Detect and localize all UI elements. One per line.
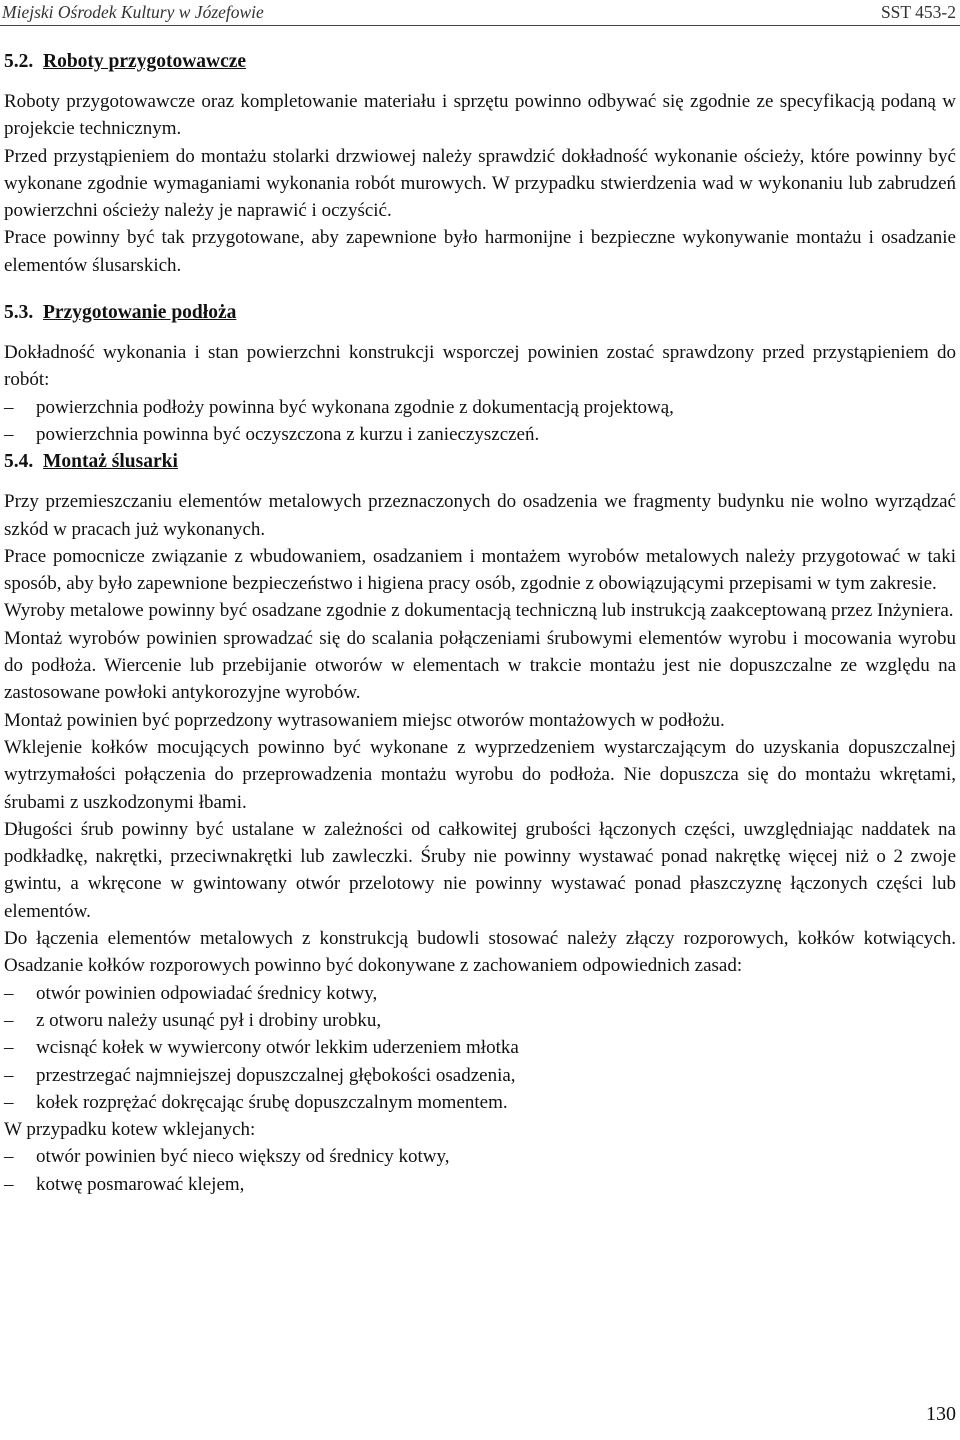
dash-bullet: – bbox=[4, 396, 14, 418]
section-heading-5-4 bbox=[4, 448, 956, 476]
paragraph: Wyroby metalowe powinny być osadzane zgodnie z dokumentacją techniczną lub instrukcją zaakceptowaną przez Inżyniera. bbox=[4, 600, 954, 622]
paragraph: Montaż wyrobów powinien sprowadzać się do scalania połączeniami śrubowymi elementów wyrobu i mocowania wyrobu do podłoża. Wiercenie lub przebijanie otworów w elementach w trakcie montażu jest nie dopuszczalne ze względu na zastosowane powłoki antykorozyjne wyrobów. bbox=[4, 627, 956, 704]
list-item: – z otworu należy usunąć pył i drobiny urobku, bbox=[4, 1007, 956, 1034]
section-number: 5.4. bbox=[4, 451, 34, 473]
list-item: – otwór powinien odpowiadać średnicy kotwy, bbox=[4, 980, 956, 1007]
document-body bbox=[4, 48, 956, 1198]
dash-bullet: – bbox=[4, 423, 14, 445]
paragraph: Przed przystąpieniem do montażu stolarki drzwiowej należy sprawdzić dokładność wykonanie ościeży, które powinny być wykonane zgodnie wymaganiami wykonania robót murowych. W przypadku stwierdzenia wad w wykonaniu lub zabrudzeń powierzchni ościeży należy je naprawić i oczyścić. bbox=[4, 145, 956, 222]
section-title: Przygotowanie podłoża bbox=[43, 302, 237, 324]
list-item: – wcisnąć kołek w wywiercony otwór lekkim uderzeniem młotka bbox=[4, 1034, 956, 1061]
list-item: – powierzchnia podłoży powinna być wykonana zgodnie z dokumentacją projektową, bbox=[4, 394, 956, 421]
bullet-list bbox=[4, 1143, 956, 1198]
running-header bbox=[0, 0, 960, 26]
header-organization: Miejski Ośrodek Kultury w Józefowie bbox=[2, 2, 264, 22]
paragraph: Do łączenia elementów metalowych z konstrukcją budowli stosować należy złączy rozporowych, kołków kotwiących. Osadzanie kołków rozporowych powinno być dokonywane z zachowaniem odpowiednich zasad: bbox=[4, 928, 956, 977]
page-number: 130 bbox=[926, 1403, 956, 1425]
dash-bullet: – bbox=[4, 1064, 14, 1086]
paragraph: W przypadku kotew wklejanych: bbox=[4, 1119, 256, 1141]
list-item: – otwór powinien być nieco większy od średnicy kotwy, bbox=[4, 1143, 956, 1170]
paragraph: Długości śrub powinny być ustalane w zależności od całkowitej grubości łączonych części, uwzględniając naddatek na podkładkę, nakrętki, przeciwnakrętki lub zawleczki. Śruby nie powinny wystawać ponad nakrętkę więcej niż o 2 zwoje gwintu, a wkręcone w gwintowany otwór przelotowy nie powinny wystawać ponad płaszczyznę łączonych części lub elementów. bbox=[4, 818, 956, 922]
section-number: 5.2. bbox=[4, 51, 34, 72]
bullet-list bbox=[4, 394, 956, 449]
header-spec-code: SST 453-2 bbox=[880, 2, 956, 22]
list-item: – kotwę posmarować klejem, bbox=[4, 1171, 956, 1198]
list-item: – kołek rozprężać dokręcając śrubę dopuszczalnym momentem. bbox=[4, 1089, 956, 1116]
dash-bullet: – bbox=[4, 1009, 14, 1031]
section-heading-5-2 bbox=[4, 48, 956, 76]
bullet-list bbox=[4, 980, 956, 1116]
paragraph: Prace pomocnicze związanie z wbudowaniem, osadzaniem i montażem wyrobów metalowych należy przygotować w taki sposób, aby było zapewnione bezpieczeństwo i higiena pracy osób, zgodnie z obowiązującymi przepisami w tym zakresie. bbox=[4, 545, 956, 595]
section-title: Montaż ślusarki bbox=[43, 451, 178, 473]
dash-bullet: – bbox=[4, 1173, 14, 1195]
paragraph: Dokładność wykonania i stan powierzchni konstrukcji wsporczej powinien zostać sprawdzony przed przystąpieniem do robót: bbox=[4, 342, 956, 391]
section-title: Roboty przygotowawcze bbox=[43, 51, 247, 72]
section-number: 5.3. bbox=[4, 302, 34, 324]
paragraph: Prace powinny być tak przygotowane, aby zapewnione było harmonijne i bezpieczne wykonywanie montażu i osadzanie elementów ślusarskich. bbox=[4, 227, 956, 276]
dash-bullet: – bbox=[4, 1146, 14, 1168]
list-item: – powierzchnia powinna być oczyszczona z kurzu i zanieczyszczeń. bbox=[4, 421, 956, 448]
dash-bullet: – bbox=[4, 982, 14, 1004]
section-heading-5-3 bbox=[4, 299, 956, 327]
paragraph: Wklejenie kołków mocujących powinno być wykonane z wyprzedzeniem wystarczającym do uzyskania dopuszczalnej wytrzymałości połączenia do przeprowadzenia montażu wyrobu do podłoża. Nie dopuszcza się do montażu wkrętami, śrubami z uszkodzonymi łbami. bbox=[4, 736, 956, 813]
paragraph: Przy przemieszczaniu elementów metalowych przeznaczonych do osadzenia we fragmenty budynku nie wolno wyrządzać szkód w pracach już wykonanych. bbox=[4, 491, 956, 540]
dash-bullet: – bbox=[4, 1091, 14, 1113]
list-item: – przestrzegać najmniejszej dopuszczalnej głębokości osadzenia, bbox=[4, 1062, 956, 1089]
paragraph: Montaż powinien być poprzedzony wytrasowaniem miejsc otworów montażowych w podłożu. bbox=[4, 709, 725, 731]
dash-bullet: – bbox=[4, 1037, 14, 1059]
paragraph: Roboty przygotowawcze oraz kompletowanie materiału i sprzętu powinno odbywać się zgodnie ze specyfikacją podaną w projekcie technicznym. bbox=[4, 91, 956, 140]
